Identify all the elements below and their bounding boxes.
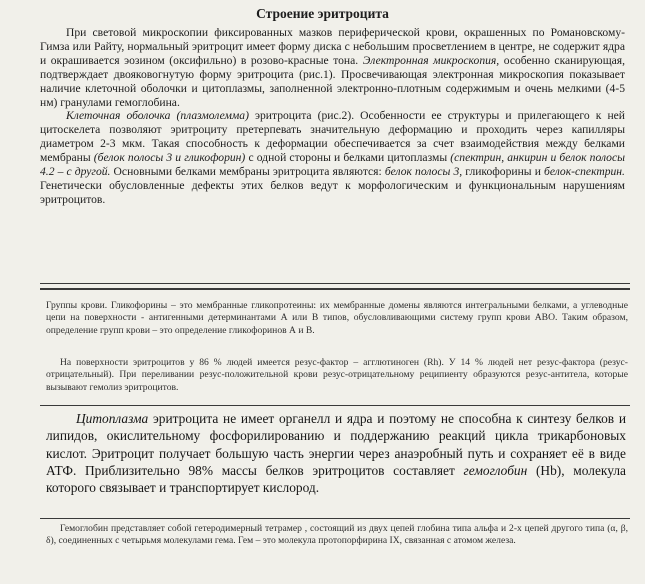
divider-line — [40, 405, 630, 406]
membrane-term: Клеточная оболочка (плазмолемма) — [66, 109, 249, 123]
membrane-text-e: Генетически обусловленные дефекты этих белков ведут к морфологическим и функциональным нарушениям эритроцитов. — [40, 178, 625, 206]
page-title: Строение эритроцита — [256, 6, 389, 21]
cytoplasm-section — [46, 410, 626, 496]
blood-groups-text: Группы крови. Гликофорины – это мембранные гликопротеины: их мембранные домены являются интегральными белками, а углеводные цепи на поверхности - антигенными детерминантами А или В типов, обусловливающими систему групп крови АВО. Таким образом, определение групп крови – это определение гликофоринов А и В. — [46, 300, 628, 336]
electron-microscopy-term: Электронная микроскопия, — [362, 53, 500, 67]
cytoplasm-proteins-term: (спектрин, анкирин и белок полосы 4.2 – с другой. — [40, 151, 625, 179]
membrane-proteins-term: (белок полосы 3 и гликофорин) — [93, 151, 246, 165]
membrane-text-a: эритроцита (рис.2). Особенности ее структуры и прилегающего к ней цитоскелета позволяют эритроциту претерпевать значительную деформацию и проходить через капилляры диаметром 2-3 мкм. Такая способность к деформации обеспечивается за счет взаимодействия между белками мембраны — [40, 109, 625, 165]
membrane-text-d: гликофорины и — [465, 165, 541, 179]
divider-line — [40, 288, 630, 290]
cytoplasm-term: Цитоплазма — [76, 411, 149, 426]
band3-term: белок полосы 3, — [384, 165, 463, 179]
hemoglobin-term: гемоглобин — [463, 462, 528, 478]
cytoplasm-text-b: (Hb), молекула которого связывает и транспортирует кислород. — [46, 462, 626, 496]
membrane-text-c: Основными белками мембраны эритроцита являются: — [113, 165, 382, 179]
rh-factor-text: На поверхности эритроцитов у 86 % людей имеется резус-фактор – агглютиноген (Rh). У 14 % людей нет резус-фактора (резус-отрицательный). При переливании резус-положительной крови резус-отрицательному реципиенту образуются резус-антитела, которые вызывают гемолиз эритроцитов. — [46, 357, 628, 393]
paragraph-cytoplasm — [46, 410, 626, 496]
divider-line — [40, 518, 630, 519]
paragraph-microscopy — [40, 26, 625, 109]
spectrin-term: белок-спектрин. — [544, 165, 625, 179]
note-rh-factor — [46, 357, 628, 394]
membrane-text-b: с одной стороны и белками цитоплазмы — [248, 151, 448, 165]
paragraph-membrane — [40, 109, 625, 206]
hemoglobin-text: Гемоглобин представляет собой гетеродимерный тетрамер , состоящий из двух цепей глобина типа альфа и 2-х цепей другого типа (α, β, δ), соединенных с четырьмя молекулами гема. Гем – это молекула протопорфирина IX, связанная с атомом железа. — [46, 523, 628, 547]
microscopy-text-tail: особенно сканирующая, подтверждает двояковогнутую форму эритроцита (рис.1). Просвечивающая электронная микроскопия показывает наличие клеточной оболочки и цитоплазмы, заполненной электронно-плотным содержимым и очень мелкими (4-5 нм) гранулами гемоглобина. — [40, 53, 625, 109]
note-hemoglobin — [46, 523, 628, 548]
divider-line — [40, 283, 630, 284]
microscopy-text: При световой микроскопии фиксированных мазков периферической крови, окрашенных по Романовскому-Гимза или Райту, нормальный эритроцит имеет форму диска с небольшим просветлением в центре, не содержит ядра и окрашивается эозином (оксифильно) в розово-красные тона. — [40, 26, 625, 67]
intro-section — [40, 26, 625, 207]
note-blood-groups — [46, 300, 628, 337]
cytoplasm-text-a: эритроцита не имеет органелл и ядра и поэтому не способна к синтезу белков и липидов, окислительному фосфорилированию и поддержанию реакций цикла трикарбоновых кислот. Эритроцит получает большую часть энергии через анаэробный путь и сохраняет её в виде АТФ. Приблизительно 98% массы белков эритроцитов составляет — [46, 411, 626, 478]
